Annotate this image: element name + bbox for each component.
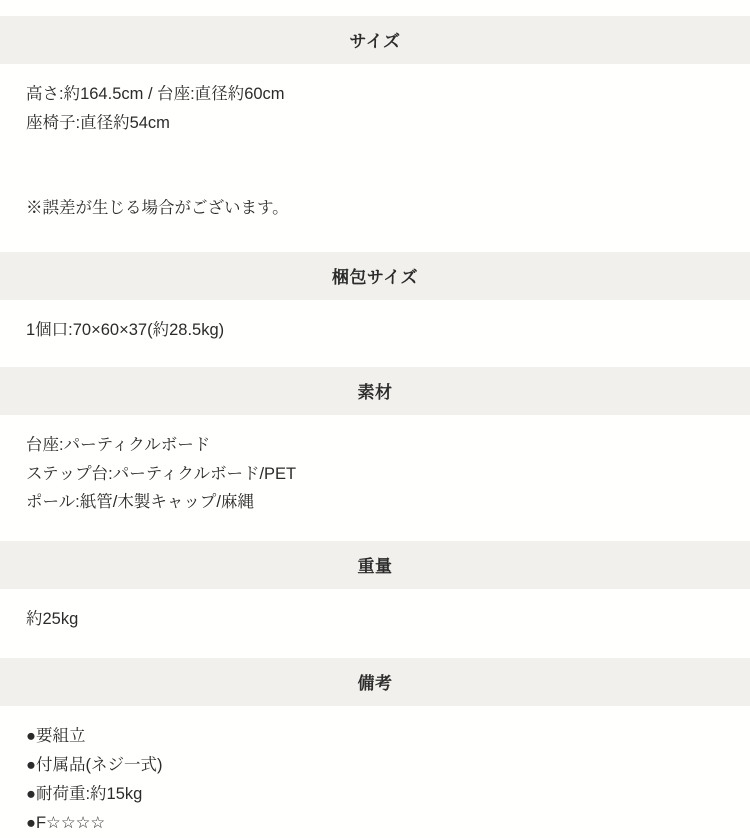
spec-line: 高さ:約164.5cm / 台座:直径約60cm [26, 85, 285, 103]
spec-line: 座椅子:直径約54cm [26, 113, 170, 132]
spec-line: 台座:パーティクルボード [26, 435, 211, 454]
spec-line: 1個口:70×60×37(約28.5kg) [26, 320, 225, 339]
section-body-size [0, 64, 750, 222]
remark-item: ●付属品(ネジ一式) [26, 756, 163, 775]
remark-item: ●F☆☆☆☆ [26, 813, 106, 832]
section-body-weight [0, 589, 750, 658]
section-material [0, 367, 750, 542]
spec-line: 約25kg [26, 610, 79, 629]
section-header-weight: 重量 [0, 541, 750, 589]
section-body-package-size [0, 300, 750, 367]
spec-line: ポール:紙管/木製キャップ/麻縄 [26, 493, 254, 512]
section-weight [0, 541, 750, 658]
remark-item: ●要組立 [26, 727, 86, 746]
section-package-size [0, 252, 750, 367]
size-note: ※誤差が生じる場合がございます。 [26, 198, 289, 217]
section-header-remarks: 備考 [0, 658, 750, 706]
remark-item: ●耐荷重:約15kg [26, 784, 143, 803]
section-header-material: 素材 [0, 367, 750, 415]
section-header-package-size: 梱包サイズ [0, 252, 750, 300]
spec-line: ステップ台:パーティクルボード/PET [26, 464, 297, 483]
section-body-material [0, 415, 750, 542]
specification-table [0, 16, 750, 838]
section-body-remarks [0, 706, 750, 838]
section-remarks [0, 658, 750, 838]
section-header-size: サイズ [0, 16, 750, 64]
section-size [0, 16, 750, 252]
